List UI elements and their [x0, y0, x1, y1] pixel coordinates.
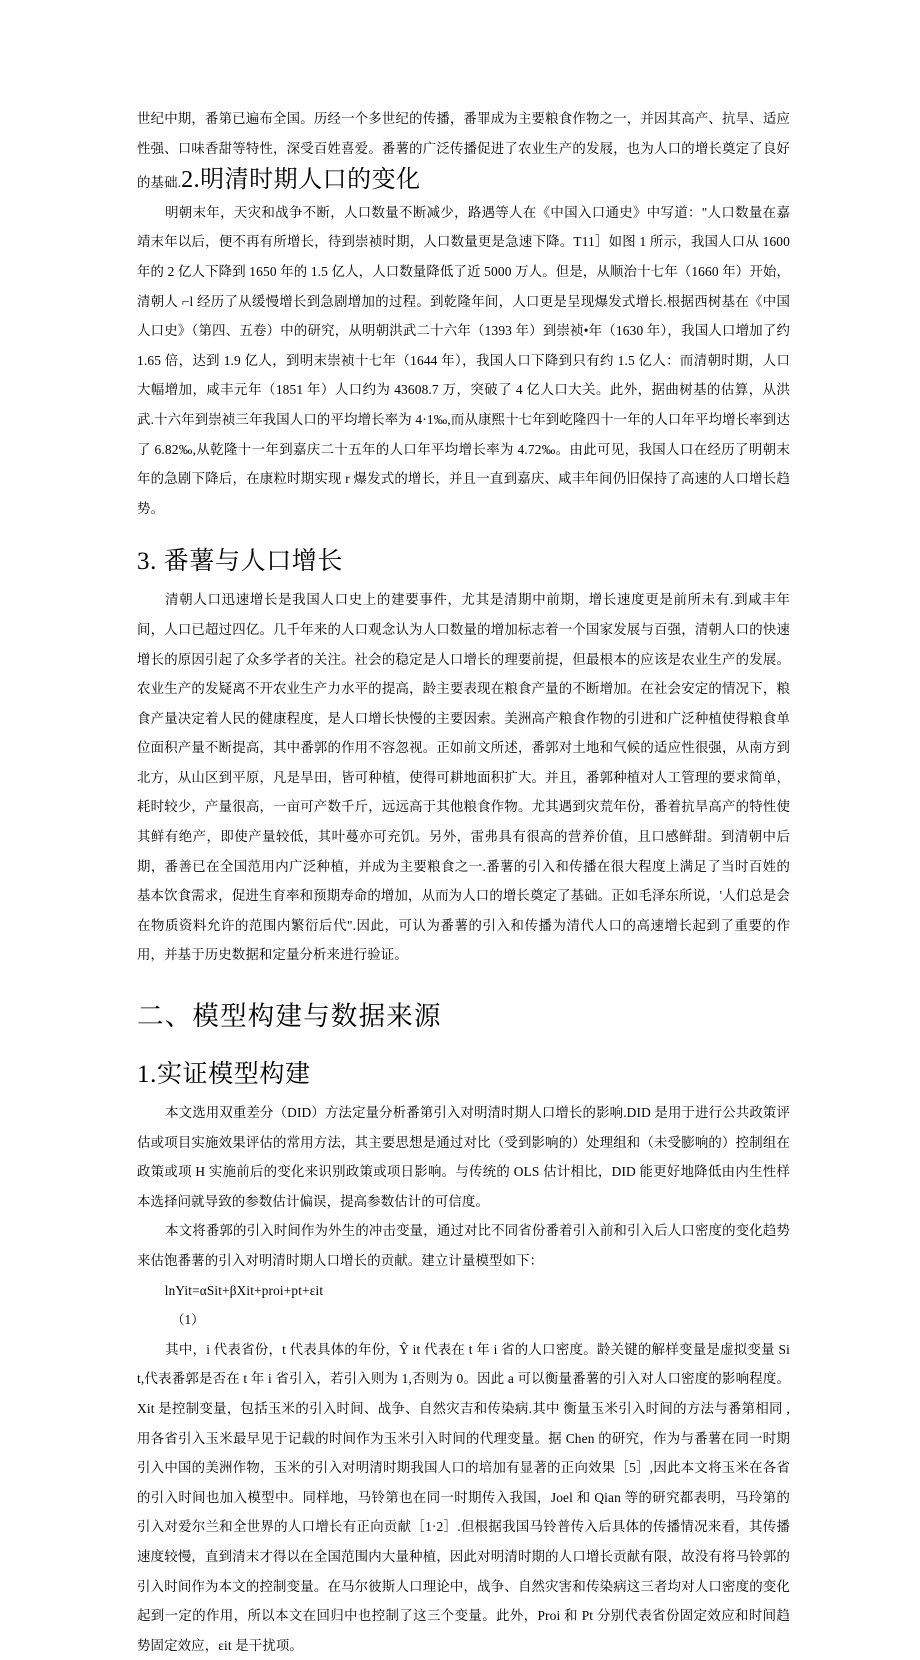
document-text-column	[137, 104, 790, 1660]
paragraph-text-5: 本文将番郭的引入时间作为外生的冲击变量，通过对比不同省份番着引入前和引入后人口密度的变化趋势来估饱番薯的引入对明清时期人口增长的贡献。建立计量模型如下：	[137, 1223, 790, 1268]
paragraph-with-runin-heading	[137, 104, 790, 198]
paragraph-text-3: 清朝人口迅速增长是我国人口史上的建要事件，尤其是清期中前期，增长速度更是前所未有.到咸丰年间，人口已超过四亿。几千年来的人口观念认为人口数量的增加标志着一个国家发展与百强，清朝人口的快速增长的原因引起了众多学者的关注。社会的稳定是人口增长的理要前提，但最根本的应该是农业生产的发展。农业生产的发疑离不开农业生产力水平的提高，龄主要表现在粮食产量的不断增加。在社会安定的情况下，粮食产量决定着人民的健康程度，是人口增长快慢的主要因索。美洲高产粮食作物的引进和广泛种植使得粮食单位面积产量不断提高，其中番郭的作用不容忽视。正如前文所述，番郭对土地和气候的适应性很强，从南方到北方，从山区到平原，凡是旱田，皆可种植，使得可耕地面积扩大。并且，番郭种植对人工管理的要求简单，耗时较少，产量很高，一亩可产数千斤，远远高于其他粮食作物。尤其遇到灾荒年份，番着抗旱高产的特性使其鲜有绝产，即使产量较低，其叶蔓亦可充饥。另外，雷弗具有很高的营养价值，且口感鲜甜。到清朝中后期，番善已在全国范用内广泛种植，并成为主要粮食之一.番薯的引入和传播在很大程度上满足了当时百姓的基本饮食需求，促进生育率和预期寿命的增加，从而为人口的增长奠定了基础。正如毛泽东所说，'人们总是会在物质资料允许的范围内繁衍后代".因此，可认为番薯的引入和传播为清代人口的高速增长起到了重要的作用，并基于历史数据和定量分析来进行验证。	[137, 592, 790, 963]
paragraph-text-6: 其中，i 代表省份，t 代表具体的年份，Ŷ it 代表在 t 年 i 省的人口密度。龄关键的解样变量是虚拟变量 Sit,代表番郭是否在 t 年 i 省引入，若引入则为 1,否则为 0。因此 a 可以衡量番薯的引入对人口密度的影响程度。Xit 是控制变量，包括玉米的引入时间、战争、自然灾吉和传染病.其中 衡量玉米引入时间的方法与番第相同 ,用各省引入玉米最早见于记载的时间作为玉米引入时间的代理变量。据 Chen 的研究，作为与番薯在同一时期引入中国的美洲作物，玉米的引入对明清时期我国人口的培加有显著的正向效果［5］,因此本文将玉米在各省的引入时间也加入模型中。同样地，马铃第也在同一时期传入我国，Joel 和 Qian 等的研究都表明，马玲第的引入对爱尔兰和全世界的人口增长有正向贡献［1·2］.但根据我国马铃普传入后具体的传播情况来看，其传播速度较慢，直到清末才得以在全国范围内大量种植，因此对明清时期的人口增长贡献有限，故没有将马铃郭的引入时间作为本文的控制变量。在马尔彼斯人口理论中，战争、自然灾害和传染病这三者均对人口密度的变化起到一定的作用，所以本文在回归中也控制了这三个变量。此外，Proi 和 Pt 分别代表省份固定效应和时间趋势固定效应，εit 是干扰项。	[137, 1341, 790, 1653]
heading-sweet-potato-and-population-growth: 3. 番薯与人口增长	[137, 548, 344, 576]
paragraph-text-2: 明朝末年，天灾和战争不断，人口数量不断减少，路遇等人在《中国入口通史》中写道："人口数量在嘉靖末年以后，便不再有所增长，待到崇祯时期，人口数量更是急速下降。T11］如图 1 所示，我国人口从 1600 年的 2 亿人下降到 1650 年的 1.5 亿人，人口数量降低了近 5000 万人。但是，从顺治十七年（1660 年）开始，清朝人 ⌐l 经历了从缓慢增长到急剧增加的过程。到乾隆年间，人口更是呈现爆发式增长.根据西树基在《中国人口史》（第四、五卷）中的研究，从明朝洪武二十六年（1393 年）到崇祯•年（1630 年），我国人口增加了约 1.65 倍，达到 1.9 亿人，到明末崇祯十七年（1644 年），我国人口下降到只有约 1.5 亿人：而清朝时期，人口大幅增加，咸丰元年（1851 年）人口约为 43608.7 万，突破了 4 亿人口大关。此外，据曲树基的估算，从洪武.十六年到崇祯三年我国人口的平均增长率为 4·1‰,而从康熙十七年到屹隆四十一年的人口年平均增长率到达了 6.82‰,从乾隆十一年到嘉庆二十五年的人口年平均增长率为 4.72‰。由此可见，我国人口在经历了明朝末年的急剧下降后，在康粒时期实现 r 爆发式的增长，并且一直到嘉庆、咸丰年间仍旧保持了高速的人口增长趋势。	[137, 204, 790, 516]
heading-ming-qing-population-change: 2.明清时期人口的变化	[181, 167, 421, 194]
paragraph-text-1: 世纪中期，番第已遍布全国。历经一个多世纪的传播，番罪成为主要粮食作物之一，并因其高产、抗旱、适应性强、口味香甜等特性，深受百姓喜爱。番薯的广泛传播促进了农业生产的发屐，也为人口的增长奠定了良好的基础.	[137, 111, 790, 191]
equation-number: （1）	[171, 1312, 205, 1328]
heading-model-construction-and-data-sources: 二、模型构建与数据来源	[137, 1001, 442, 1032]
heading-empirical-model-construction: 1.实证模型构建	[137, 1061, 311, 1089]
paragraph-text-4: 本文选用双重差分（DID）方法定量分析番第引入对明清时期人口增长的影响.DID 是用于进行公共政策评估或项目实施效果评估的常用方法，其主要思想是通过对比（受到影响的）处理组和（未受膨响的）控制组在政策或项 H 实施前后的变化来识别政策或项日影响。与传统的 OLS 估计相比，DID 能更好地降低由内生性样本选择问就导致的参数估计偏误，提高参数估计的可信度。	[137, 1105, 790, 1209]
equation-population-density-model: lnYit=αSit+βXit+proi+pt+εit	[164, 1282, 324, 1298]
